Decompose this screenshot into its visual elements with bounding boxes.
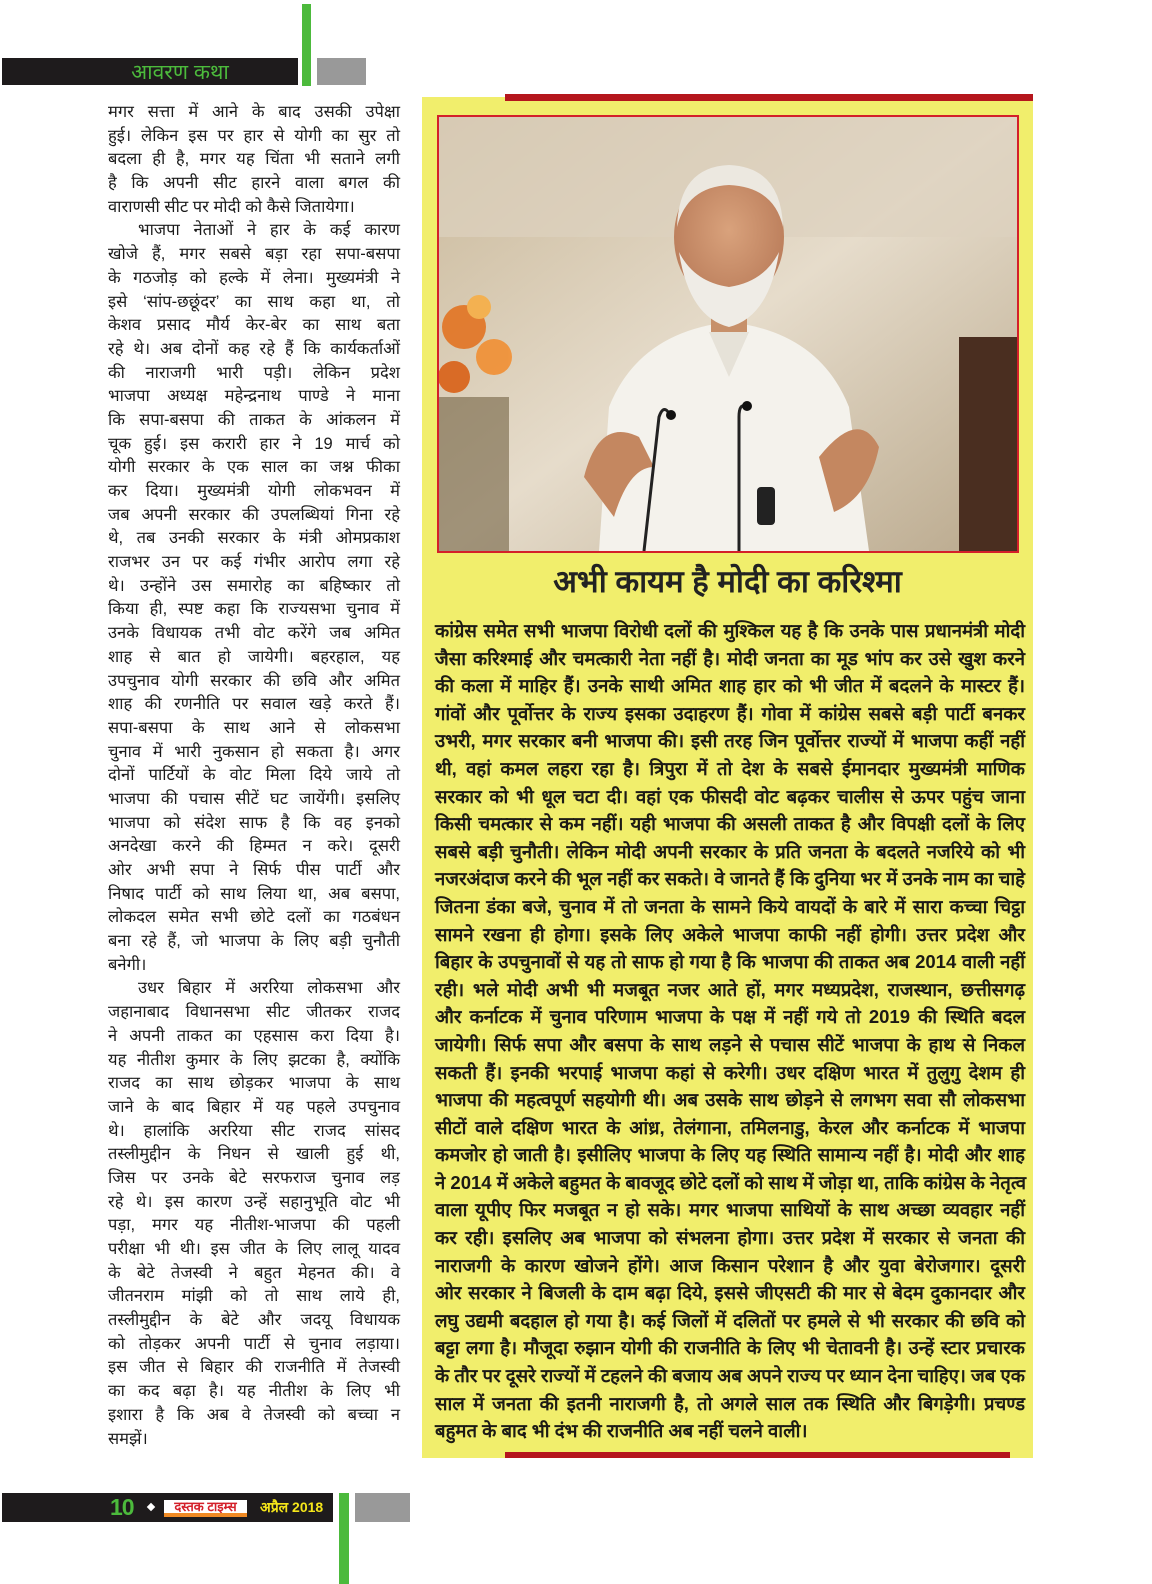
box-bottom-rule xyxy=(505,1452,1010,1458)
text-line: परीक्षा भी थी। इस जीत के लिए लालू यादव xyxy=(108,1240,400,1258)
text-line: जिस पर उनके बेटे सरफराज चुनाव लड़ xyxy=(108,1168,400,1187)
text-line: भाजपा नेताओं ने हार के कई कारण xyxy=(138,221,400,240)
box-text-line: गांवों और पूर्वोत्तर के राज्य इसका उदाहरण हैं। गोवा में कांग्रेस सबसे बड़ी पार्टी बनकर xyxy=(435,702,1025,724)
text-line: केशव प्रसाद मौर्य केर-बेर का साथ बता xyxy=(108,316,400,335)
text-line: सपा-बसपा के साथ आने से लोकसभा xyxy=(108,718,400,737)
box-text-line: की कला में माहिर हैं। उनके साथी अमित शाह हार को भी जीत में बदलने के मास्टर हैं। xyxy=(435,675,1025,697)
text-line: इस जीत से बिहार की राजनीति में तेजस्वी xyxy=(108,1358,400,1377)
box-text-line: कांग्रेस समेत सभी भाजपा विरोधी दलों की मुश्किल यह है कि उनके पास प्रधानमंत्री मोदी xyxy=(435,620,1025,641)
text-line: भाजपा अध्यक्ष महेन्द्रनाथ पाण्डे ने माना xyxy=(108,387,400,406)
text-line: के गठजोड़ को हल्के में लेना। मुख्यमंत्री ने xyxy=(108,268,400,287)
text-line: समझें। xyxy=(108,1429,148,1448)
text-line: जीतनराम मांझी को तो साथ लाये ही, xyxy=(108,1287,400,1306)
box-text-line: लघु उद्यमी बदहाल हो गया है। कई जिलों में दलितों पर हमले से भी सरकार की छवि को xyxy=(435,1309,1025,1331)
box-text-line: नजरअंदाज करने की भूल नहीं कर सकते। वे जानते हैं कि दुनिया भर में उनके नाम का चाहे xyxy=(435,868,1025,890)
box-text-line: सकती हैं। इनकी भरपाई भाजपा कहां से करेगी। उधर दक्षिण भारत में तुलुगु देशम ही xyxy=(435,1061,1025,1083)
text-line: दोनों पार्टियों के वोट मिला दिये जाये तो xyxy=(108,766,400,785)
box-text-line: बिहार के उपचुनावों से यह तो साफ हो गया है कि भाजपा की ताकत अब 2014 वाली नहीं xyxy=(435,951,1025,973)
section-label: आवरण कथा xyxy=(131,61,229,84)
text-line: थे। उन्होंने उस समारोह का बहिष्कार तो xyxy=(108,576,400,595)
text-line: चूक हुई। इस करारी हार ने 19 मार्च को xyxy=(108,434,400,453)
text-line: भाजपा को संदेश साफ है कि वह इनको xyxy=(108,813,400,832)
box-text-line: सरकार को भी धूल चटा दी। वहां एक फीसदी वोट बढ़कर चालीस से ऊपर पहुंच जाना xyxy=(435,785,1025,807)
box-text-line: सामने रखना ही होगा। इसके लिए अकेले भाजपा काफी नहीं होगी। उत्तर प्रदेश और xyxy=(435,923,1025,945)
box-text-line: वाला यूपीए फिर मजबूत न हो सके। मगर भाजपा साथियों के साथ अच्छा व्यवहार नहीं xyxy=(435,1199,1025,1221)
text-line: इशारा है कि अब वे तेजस्वी को बच्चा न xyxy=(108,1405,400,1424)
box-text-line: बट्टा लगा है। मौजूदा रुझान योगी की राजनीति के लिए भी चेतावनी है। उन्हें स्टार प्रचारक xyxy=(435,1337,1025,1359)
box-text-line: रही। भले मोदी अभी भी मजबूत नजर आते हों, मगर मध्यप्रदेश, राजस्थान, छत्तीसगढ़ xyxy=(435,978,1025,1000)
text-line: निषाद पार्टी को साथ लिया था, अब बसपा, xyxy=(108,884,400,903)
text-line: चुनाव में भारी नुकसान हो सकता है। अगर xyxy=(108,742,400,761)
box-text-line: ने 2014 में अकेले बहुमत के बावजूद छोटे दलों को साथ में जोड़ा था, ताकि कांग्रेस के नेतृत्व xyxy=(435,1171,1027,1193)
footer-accent-bar xyxy=(339,1493,349,1584)
article-photo xyxy=(437,115,1019,553)
text-line: इसे ‘सांप-छछूंदर’ का साथ कहा था, तो xyxy=(108,292,400,311)
box-text-line: बहुमत के बाद भी दंभ की राजनीति अब नहीं चलने वाली। xyxy=(435,1420,808,1442)
text-line: मगर सत्ता में आने के बाद उसकी उपेक्षा xyxy=(108,103,400,121)
box-text-line: जैसा करिश्माई और चमत्कारी नेता नहीं है। मोदी जनता का मूड भांप कर उसे खुश करने xyxy=(435,647,1025,669)
box-top-rule xyxy=(505,94,1033,101)
text-line: जाने के बाद बिहार में यह पहले उपचुनाव xyxy=(108,1097,400,1116)
box-text-line: सीटों वाले दक्षिण भारत के आंध्र, तेलंगाना, तमिलनाडु, केरल और कर्नाटक में भाजपा xyxy=(435,1116,1025,1138)
text-line: यह नीतीश कुमार के लिए झटका है, क्योंकि xyxy=(108,1050,400,1069)
text-line: खोजे हैं, मगर सबसे बड़ा रहा सपा-बसपा xyxy=(108,245,400,264)
text-line: बनेगी। xyxy=(108,955,147,974)
text-line: जब अपनी सरकार की उपलब्धियां गिना रहे xyxy=(108,505,400,524)
text-line: पड़ा, मगर यह नीतीश-भाजपा की पहली xyxy=(108,1216,400,1235)
box-body-text xyxy=(435,617,1025,1445)
text-line: थे, तब उनकी सरकार के मंत्री ओमप्रकाश xyxy=(108,529,400,548)
text-line: के बेटे तेजस्वी ने बहुत मेहनत की। वे xyxy=(108,1263,400,1282)
text-line: थे। हालांकि अररिया सीट राजद सांसद xyxy=(108,1121,400,1140)
text-line: उपचुनाव योगी सरकार की छवि और अमित xyxy=(108,671,400,690)
box-text-line: कमजोर हो जाती है। इसीलिए भाजपा के लिए यह स्थिति सामान्य नहीं है। मोदी और शाह xyxy=(435,1144,1025,1166)
text-line: ने अपनी ताकत का एहसास करा दिया है। xyxy=(108,1026,400,1045)
text-line: लोकदल समेत सभी छोटे दलों का गठबंधन xyxy=(108,908,400,927)
text-line: कि सपा-बसपा की ताकत के आंकलन में xyxy=(108,410,400,429)
box-text-line: सबसे बड़ी चुनौती। लेकिन मोदी अपनी सरकार के प्रति जनता के बदलते नजरिये को भी xyxy=(435,840,1025,862)
text-line: रहे थे। अब दोनों कह रहे हैं कि कार्यकर्ताओं xyxy=(108,339,400,358)
box-text-line: जितना डंका बजे, चुनाव में तो जनता के सामने किये वायदों के बारे में सारा कच्चा चिट्ठा xyxy=(435,895,1025,917)
text-line: की नाराजगी भारी पड़ी। लेकिन प्रदेश xyxy=(108,363,400,382)
text-line: वाराणसी सीट पर मोदी को कैसे जितायेगा। xyxy=(108,197,355,216)
box-text-line: साल में जनता की इतनी नाराजगी है, तो अगले साल तक स्थिति और बिगड़ेगी। प्रचण्ड xyxy=(435,1392,1025,1414)
text-line: है कि अपनी सीट हारने वाला बगल की xyxy=(108,174,400,193)
footer-bar xyxy=(2,1493,333,1522)
text-line: तस्लीमुद्दीन के निधन से खाली हुई थी, xyxy=(108,1145,400,1164)
text-line: बदला ही है, मगर यह चिंता भी सताने लगी xyxy=(108,150,400,169)
box-text-line: जायेगी। सिर्फ सपा और बसपा के साथ लड़ने से पचास सीटें भाजपा के हाथ से निकल xyxy=(435,1033,1025,1055)
text-line: राजद का साथ छोड़कर भाजपा के साथ xyxy=(108,1074,400,1093)
box-headline: अभी कायम है मोदी का करिश्मा xyxy=(553,564,902,599)
issue-date: अप्रैल 2018 xyxy=(260,1499,324,1515)
text-line: उधर बिहार में अररिया लोकसभा और xyxy=(138,979,400,998)
text-line: को तोड़कर अपनी पार्टी से चुनाव लड़ाया। xyxy=(108,1334,400,1353)
text-line: का कद बढ़ा है। यह नीतीश के लिए भी xyxy=(108,1382,400,1401)
box-text-line: ओर सरकार ने बिजली के दाम बढ़ा दिये, इससे जीएसटी की मार से बेदम दुकानदार और xyxy=(435,1282,1025,1304)
box-text-line: के तौर पर दूसरे राज्यों में टहलने की बजाय अब अपने राज्य पर ध्यान देना चाहिए। जब एक xyxy=(435,1365,1025,1387)
box-text-line: नाराजगी के कारण खोजने होंगे। आज किसान परेशान है और युवा बेरोजगार। दूसरी xyxy=(435,1254,1025,1276)
section-header-bar xyxy=(2,58,298,85)
box-text-line: किसी चमत्कार से कम नहीं। यही भाजपा की असली ताकत है और विपक्षी दलों के लिए xyxy=(435,813,1025,835)
article-column xyxy=(108,101,400,1451)
text-line: तस्लीमुद्दीन के बेटे और जदयू विधायक xyxy=(108,1311,400,1330)
text-line: योगी सरकार के एक साल का जश्न फीका xyxy=(108,458,400,477)
box-text-line: थी, वहां कमल लहरा रहा है। त्रिपुरा में तो देश के सबसे ईमानदार मुख्यमंत्री माणिक xyxy=(435,757,1025,779)
text-line: राजभर उन पर कई गंभीर आरोप लगा रहे xyxy=(108,553,400,572)
photo-illustration xyxy=(439,117,1017,551)
header-accent-bar xyxy=(302,4,311,86)
text-line: शाह से बात हो जायेगी। बहरहाल, यह xyxy=(108,647,400,666)
text-line: कर दिया। मुख्यमंत्री योगी लोकभवन में xyxy=(108,482,400,500)
box-text-line: कर रही। इसलिए अब भाजपा को संभलना होगा। उत्तर प्रदेश में सरकार से जनता की xyxy=(435,1227,1025,1249)
box-text-line: उभरी, मगर सरकार बनी भाजपा की। इसी तरह जिन पूर्वोत्तर राज्यों में भाजपा कहीं नहीं xyxy=(435,730,1025,752)
box-text-line: भाजपा की महत्वपूर्ण सहयोगी थी। अब उसके साथ छोड़ने से लगभग सवा सौ लोकसभा xyxy=(435,1089,1025,1111)
footer-grey-block xyxy=(355,1493,410,1522)
text-line: हुई। लेकिन इस पर हार से योगी का सुर तो xyxy=(108,126,400,145)
text-line: अनदेखा करने की हिम्मत न करे। दूसरी xyxy=(108,837,400,856)
text-line: जहानाबाद विधानसभा सीट जीतकर राजद xyxy=(108,1003,400,1022)
header-grey-block xyxy=(317,58,366,85)
text-line: बना रहे हैं, जो भाजपा के लिए बड़ी चुनौती xyxy=(108,932,400,951)
box-text-line: और कर्नाटक में चुनाव परिणाम भाजपा के पक्ष में नहीं गये तो 2019 की स्थिति बदल xyxy=(435,1006,1025,1028)
text-line: शाह की रणनीति पर सवाल खड़े करते हैं। xyxy=(108,695,400,714)
text-line: रहे थे। इस कारण उन्हें सहानुभूति वोट भी xyxy=(108,1192,400,1211)
text-line: उनके विधायक तभी वोट करेंगे जब अमित xyxy=(108,624,400,643)
page-number: 10 xyxy=(110,1494,134,1520)
magazine-logo: दस्तक टाइम्स xyxy=(164,1500,247,1517)
text-line: भाजपा की पचास सीटें घट जायेंगी। इसलिए xyxy=(108,789,400,808)
diamond-bullet-icon xyxy=(147,1503,155,1511)
text-line: ओर अभी सपा ने सिर्फ पीस पार्टी और xyxy=(108,861,400,879)
text-line: किया ही, स्पष्ट कहा कि राज्यसभा चुनाव में xyxy=(108,600,400,619)
